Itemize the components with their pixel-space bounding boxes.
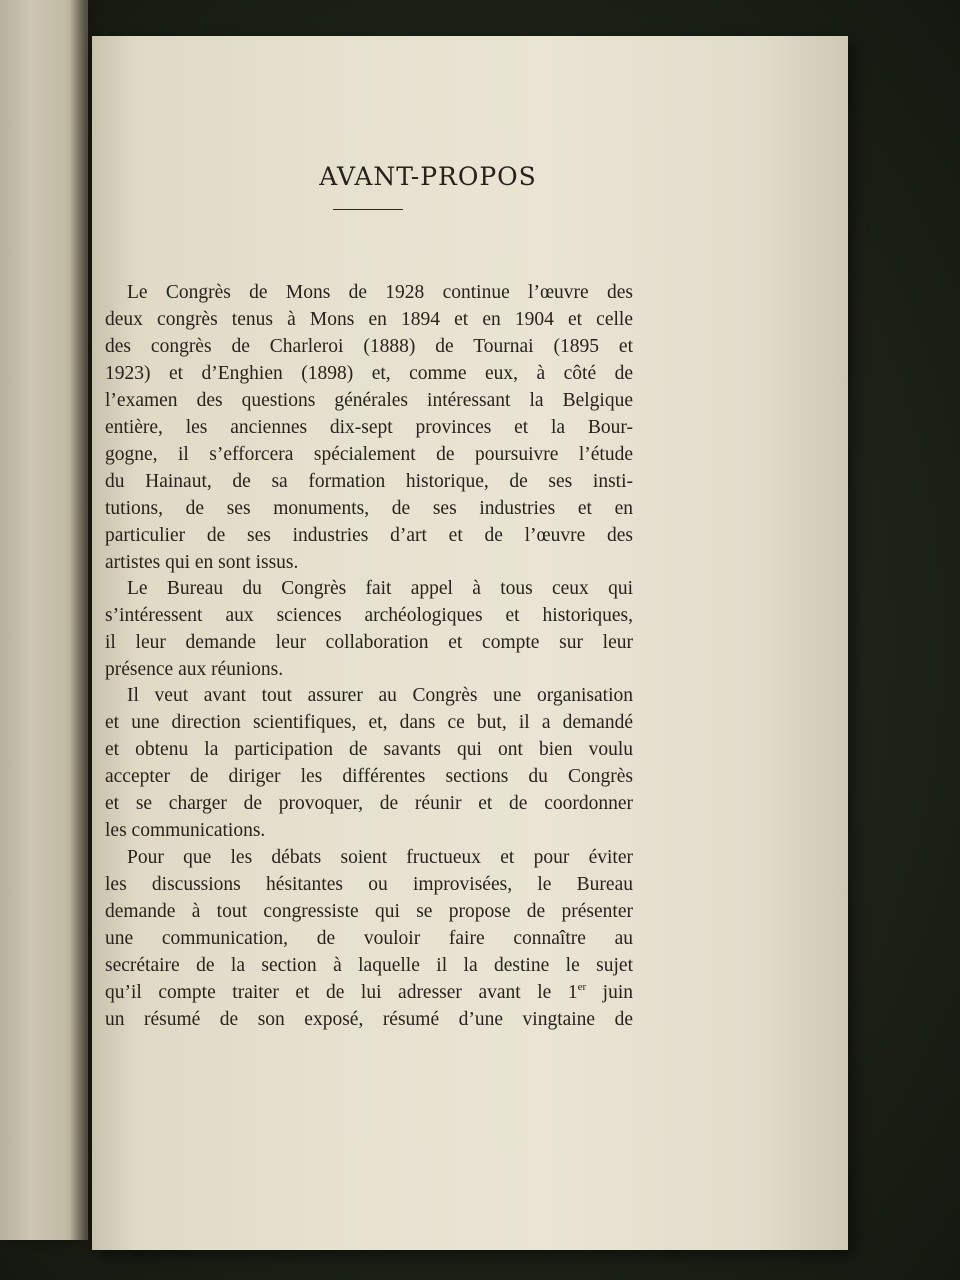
text-segment: juin [586,982,633,1003]
text-line: et obtenu la participation de savants qui ont bien voulu [105,739,633,760]
text-line: du Hainaut, de sa formation historique, de ses insti- [105,471,633,492]
text-line: présence aux réunions. [105,659,284,680]
text-line: demande à tout congressiste qui se propose de présenter [105,901,633,922]
text-line: et une direction scientifiques, et, dans ce but, il a demandé [105,712,633,733]
paragraph-1 [105,279,633,576]
paragraph-3 [105,682,633,844]
page-title: AVANT-PROPOS [319,162,537,191]
text-line: Pour que les débats soient fructueux et pour éviter [127,847,633,868]
text-line: s’intéressent aux sciences archéologiques et historiques, [105,605,633,626]
text-segment: qu’il compte traiter et de lui adresser avant le 1 [105,982,578,1003]
text-line: des congrès de Charleroi (1888) de Tournai (1895 et [105,336,633,357]
text-line: Le Congrès de Mons de 1928 continue l’œuvre des [127,282,633,303]
text-line: une communication, de vouloir faire connaître au [105,928,633,949]
text-line: il leur demande leur collaboration et compte sur leur [105,632,633,653]
text-line: artistes qui en sont issus. [105,552,299,573]
text-line: particulier de ses industries d’art et de l’œuvre des [105,525,633,546]
superscript: er [577,981,587,993]
text-line: les discussions hésitantes ou improvisées, le Bureau [105,874,633,895]
text-line: entière, les anciennes dix-sept provinces et la Bour- [105,417,633,438]
paragraph-4 [105,844,633,1033]
text-line: un résumé de son exposé, résumé d’une vingtaine de [105,1009,633,1030]
text-line: Le Bureau du Congrès fait appel à tous ceux qui [127,578,633,599]
text-line: et se charger de provoquer, de réunir et de coordonner [105,793,633,814]
text-line: accepter de diriger les différentes sections du Congrès [105,766,633,787]
text-line: les communications. [105,820,266,841]
text-line: tutions, de ses monuments, de ses industries et en [105,498,633,519]
paragraph-2 [105,575,633,683]
text-line [105,979,633,1006]
text-line: l’examen des questions générales intéressant la Belgique [105,390,633,411]
text-line: deux congrès tenus à Mons en 1894 et en 1904 et celle [105,309,633,330]
text-line: 1923) et d’Enghien (1898) et, comme eux, à côté de [105,363,633,384]
title-rule [333,209,403,210]
text-line: gogne, il s’efforcera spécialement de poursuivre l’étude [105,444,633,465]
text-line: Il veut avant tout assurer au Congrès une organisation [127,685,633,706]
text-line: secrétaire de la section à laquelle il la destine le sujet [105,955,633,976]
